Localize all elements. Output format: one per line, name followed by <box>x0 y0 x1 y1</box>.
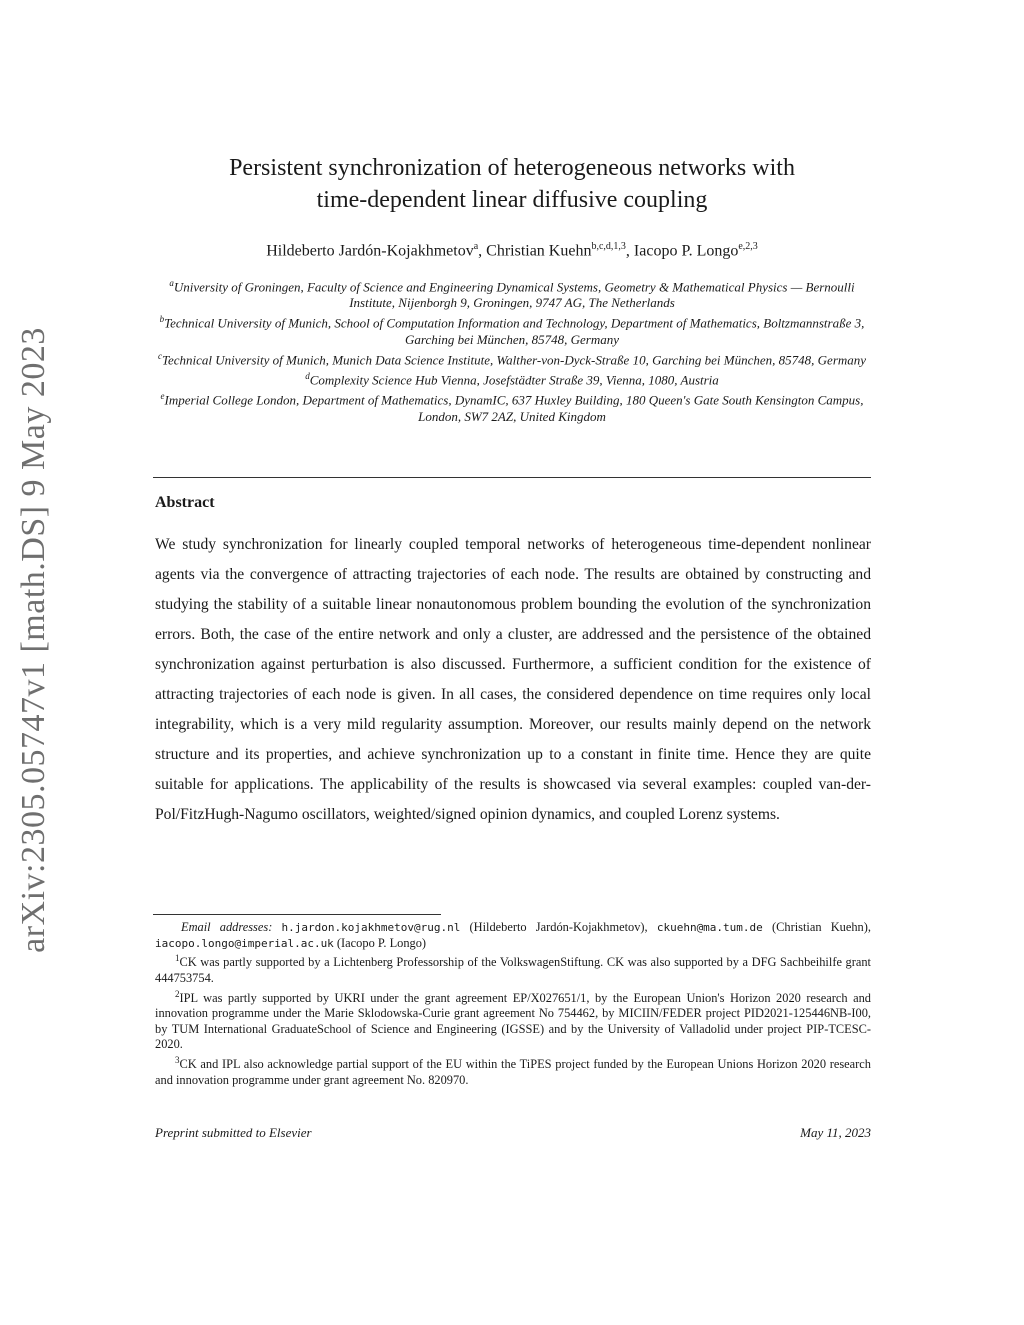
affiliation <box>150 275 874 311</box>
affiliation-text: Imperial College London, Department of Mathematics, DynamIC, 637 Huxley Building, 180 Queen's Gate South Kensington Campus, London, SW7 2AZ, United Kingdom <box>164 392 864 424</box>
footnote-mark: 3 <box>175 1055 180 1065</box>
footnote <box>155 987 871 1054</box>
affiliation-text: Technical University of Munich, School of Computation Information and Technology, Department of Mathematics, Boltzmannstraße 3, Garching bei München, 85748, Germany <box>164 315 865 347</box>
email-link[interactable]: iacopo.longo@imperial.ac.uk <box>155 936 334 950</box>
paper-title <box>150 152 874 216</box>
author-name: Christian Kuehn <box>486 242 592 260</box>
affiliation-mark: a <box>169 278 174 288</box>
affiliation-text: Technical University of Munich, Munich Data Science Institute, Walther-von-Dyck-Straße 10, Garching bei München, 85748, Germany <box>161 351 867 367</box>
email-owner: (Christian Kuehn), <box>771 920 871 934</box>
arxiv-identifier-margin <box>4 327 64 953</box>
affiliation-mark: b <box>159 314 165 325</box>
footnote <box>155 1053 871 1088</box>
affiliation-mark: d <box>305 370 310 381</box>
title-line-2: time-dependent linear diffusive coupling <box>316 187 708 213</box>
footnote-mark: 2 <box>175 988 180 999</box>
affiliation-mark: c <box>157 350 162 361</box>
footnote-text: CK and IPL also acknowledge partial support of the EU within the TiPES project funded by the European Unions Horizon 2020 research and innovation programme under grant agreement No. 820970. <box>155 1057 871 1087</box>
footnote-text: IPL was partly supported by UKRI under the grant agreement EP/X027651/1, by the European Union's Horizon 2020 research and innovation programme under the Marie Sklodowska-Curie grant agreement No 754462, by MICIIN/FEDER project PID2021-125446NB-I00, by TUM International GraduateSchool of Science and Engineering (IGSSE) and by the University of Valladolid under project PIP-TCESC-2020. <box>155 990 871 1052</box>
affiliation-mark: e <box>160 391 165 402</box>
footnote <box>155 951 871 986</box>
footer-date: May 11, 2023 <box>800 1125 871 1140</box>
affiliation-text: University of Groningen, Faculty of Science and Engineering Dynamical Systems, Geometry & Mathematical Physics — Bernoulli Institute, Nijenborgh 9, Groningen, 9747 AG, The Netherlands <box>173 279 855 311</box>
email-link[interactable]: h.jardon.kojakhmetov@rug.nl <box>281 921 461 934</box>
footnote-rule <box>153 914 441 915</box>
author-affiliation-marks: e,2,3 <box>738 241 758 252</box>
affiliation-list <box>150 275 874 425</box>
arxiv-identifier: arXiv:2305.05747v1 [math.DS] 9 May 2023 <box>15 327 52 953</box>
author-name: Iacopo P. Longo <box>633 242 739 260</box>
abstract-text: We study synchronization for linearly coupled temporal networks of heterogeneous time-dependent nonlinear agents via the convergence of attracting trajectories of each node. The results are obtained by constructing and studying the stability of a suitable linear nonautonomous problem bounding the evolution of the synchronization errors. Both, the case of the entire network and only a cluster, are addressed and the persistence of the obtained synchronization against perturbation is also discussed. Furthermore, a sufficient condition for the existence of attracting trajectories of each node is given. In all cases, the considered dependence on time requires only local integrability, which is a very mild regularity assumption. Moreover, our results mainly depend on the network structure and its properties, and achieve synchronization up to a constant in finite time. Hence they are quite suitable for applications. The applicability of the results is showcased via several examples: coupled van-der-Pol/FitzHugh-Nagumo oscillators, weighted/signed opinion dynamics, and coupled Lorenz systems. <box>155 536 871 823</box>
footnote-mark: 1 <box>175 953 180 964</box>
author-name: Hildeberto Jardón-Kojakhmetov <box>266 242 474 260</box>
email-link[interactable]: ckuehn@ma.tum.de <box>656 921 763 934</box>
footer-preprint-note: Preprint submitted to Elsevier <box>155 1125 312 1140</box>
email-addresses <box>155 920 871 951</box>
title-line-1: Persistent synchronization of heterogeneous networks with <box>229 155 795 181</box>
author-affiliation-marks: b,c,d,1,3 <box>591 241 626 252</box>
footnote-text: CK was partly supported by a Lichtenberg Professorship of the VolkswagenStiftung. CK was also supported by a DFG Sachbeihilfe grant 444753754. <box>155 955 871 985</box>
abstract-top-rule <box>153 477 871 478</box>
affiliation <box>150 388 874 424</box>
author-affiliation-marks: a <box>473 241 479 252</box>
email-owner: (Hildeberto Jardón-Kojakhmetov), <box>469 920 648 934</box>
abstract-heading: Abstract <box>155 494 215 511</box>
affiliation <box>150 348 874 368</box>
affiliation-text: Complexity Science Hub Vienna, Josefstädter Straße 39, Vienna, 1080, Austria <box>309 372 719 388</box>
affiliation <box>150 368 874 388</box>
footnotes <box>155 920 871 1088</box>
email-label: Email addresses: <box>181 920 273 934</box>
affiliation <box>150 311 874 347</box>
author-list: Hildeberto Jardón-Kojakhmetov$^a$, Christian Kuehn$^{b,c,d,1,3}$, Iacopo P. Longo$^{e,2,3}$ <box>266 241 758 260</box>
email-owner: (Iacopo P. Longo) <box>336 935 427 950</box>
